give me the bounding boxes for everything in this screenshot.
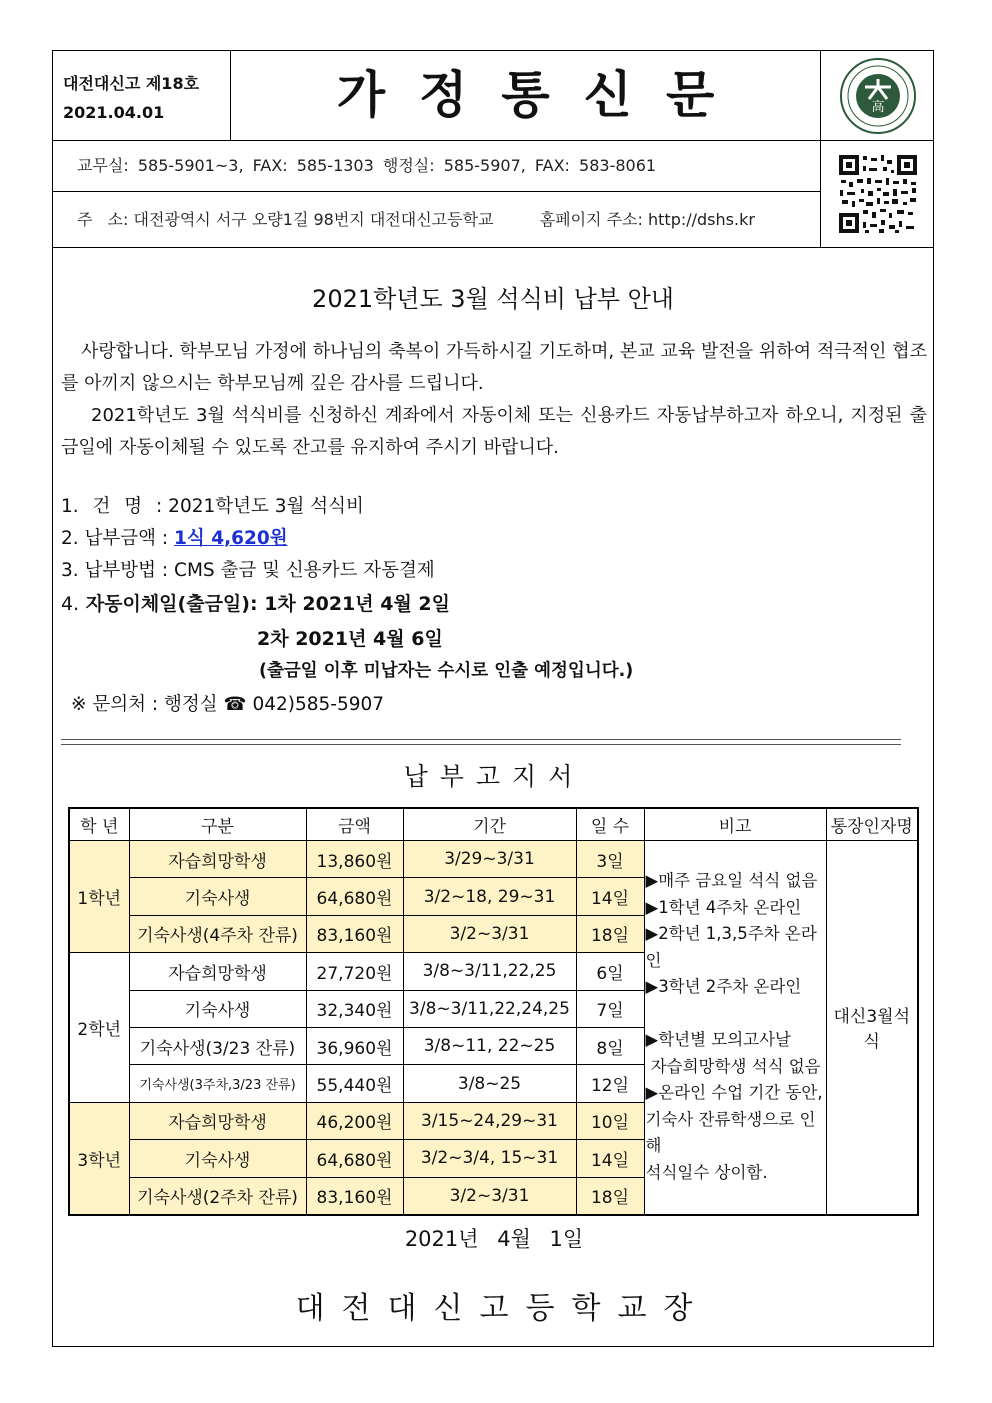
type-cell: 기숙사생 xyxy=(129,990,306,1027)
header-cell: 일 수 xyxy=(576,808,644,841)
item4-label: 자동이체일(출금일): xyxy=(85,593,258,615)
amount-cell: 55,440원 xyxy=(306,1065,403,1102)
memo-cell xyxy=(644,841,826,1215)
memo-line: 기숙사 잔류학생으로 인해 xyxy=(645,1109,816,1156)
item2-label: 2. 납부금액 : xyxy=(61,528,169,549)
school-emblem-icon xyxy=(821,51,935,140)
type-cell: 자습희망학생 xyxy=(129,953,306,990)
days-cell: 6일 xyxy=(576,953,644,990)
period-cell: 3/15~24,29~31 xyxy=(403,1102,576,1139)
type-cell: 자습희망학생 xyxy=(129,841,306,878)
item1-value: 2021학년도 3월 석식비 xyxy=(168,496,364,517)
item-amount-row xyxy=(61,524,288,550)
memo-line: ▶학년별 모의고사날 xyxy=(645,1030,791,1050)
memo-line xyxy=(646,1001,826,1028)
memo-line: ▶3학년 2주차 온라인 xyxy=(645,977,802,997)
memo-line: ▶1학년 4주차 온라인 xyxy=(645,897,802,917)
item-date-row xyxy=(61,589,450,616)
instruction-paragraph: 2021학년도 3월 석식비를 신청하신 계좌에서 자동이체 또는 신용카드 자동납부하고자 하오니, 지정된 출금일에 자동이체될 수 있도록 잔고를 유지하여 주시기 바랍니다. xyxy=(61,405,927,458)
type-cell: 기숙사생(3/23 잔류) xyxy=(129,1027,306,1064)
period-cell: 3/8~25 xyxy=(403,1065,576,1102)
type-cell: 자습희망학생 xyxy=(129,1102,306,1139)
header xyxy=(53,51,933,141)
grade-cell: 3학년 xyxy=(69,1102,129,1215)
header-divider xyxy=(53,247,933,248)
header-cell: 기간 xyxy=(403,808,576,841)
first-withdrawal-date: 1차 2021년 4월 2일 xyxy=(264,593,451,615)
notice-title: 2021학년도 3월 석식비 납부 안내 xyxy=(312,285,674,313)
amount-cell: 32,340원 xyxy=(306,990,403,1027)
memo-line: ▶매주 금요일 석식 없음 xyxy=(645,871,818,891)
header-cell: 구분 xyxy=(129,808,306,841)
days-cell: 8일 xyxy=(576,1027,644,1064)
period-cell: 3/2~3/31 xyxy=(403,915,576,952)
amount-cell: 64,680원 xyxy=(306,1140,403,1177)
withdrawal-note: (출금일 이후 미납자는 수시로 인출 예정입니다.) xyxy=(259,661,634,681)
item3-label: 3. 납부방법 : xyxy=(61,560,169,581)
item-name-row xyxy=(61,492,364,518)
issue-date: 2021.04.01 xyxy=(63,103,165,122)
issue-number: 대전대신고 제18호 xyxy=(63,74,200,93)
double-divider xyxy=(61,739,901,745)
period-cell: 3/2~18, 29~31 xyxy=(403,878,576,915)
homepage-link[interactable]: http://dshs.kr xyxy=(648,210,755,229)
amount-cell: 13,860원 xyxy=(306,841,403,878)
greeting-paragraph: 사랑합니다. 학부모님 가정에 하나님의 축복이 가득하시길 기도하며, 본교 교육 발전을 위하여 적극적인 협조를 아끼지 않으시는 학부모님께 깊은 감사를 드립니다. xyxy=(61,341,927,394)
bankbook-name-cell: 대신3월석식 xyxy=(826,841,918,1215)
grade-cell: 2학년 xyxy=(69,953,129,1103)
item3-value: CMS 출금 및 신용카드 자동결제 xyxy=(174,560,435,581)
period-cell: 3/29~3/31 xyxy=(403,841,576,878)
homepage-label: 홈페이지 주소: xyxy=(539,210,643,229)
payment-amount: 1식 4,620원 xyxy=(174,528,288,549)
item1-label: 1. 건 명 : xyxy=(61,496,163,517)
amount-cell: 27,720원 xyxy=(306,953,403,990)
days-cell: 3일 xyxy=(576,841,644,878)
amount-cell: 36,960원 xyxy=(306,1027,403,1064)
days-cell: 7일 xyxy=(576,990,644,1027)
amount-cell: 83,160원 xyxy=(306,1177,403,1215)
days-cell: 18일 xyxy=(576,915,644,952)
qr-code-icon[interactable] xyxy=(821,140,935,247)
header-cell: 금액 xyxy=(306,808,403,841)
notice-frame xyxy=(52,50,934,1347)
amount-cell: 46,200원 xyxy=(306,1102,403,1139)
days-cell: 14일 xyxy=(576,878,644,915)
header-cell: 비고 xyxy=(644,808,826,841)
amount-cell: 64,680원 xyxy=(306,878,403,915)
inquiry-row xyxy=(71,690,384,716)
page-title: 가정통신문 xyxy=(231,51,821,140)
days-cell: 12일 xyxy=(576,1065,644,1102)
period-cell: 3/8~11, 22~25 xyxy=(403,1027,576,1064)
type-cell: 기숙사생(2주차 잔류) xyxy=(129,1177,306,1215)
item4-num: 4. xyxy=(61,593,80,615)
emblem-char: 高 xyxy=(871,100,885,115)
contact-row xyxy=(53,140,821,192)
phone-icon: ☎ xyxy=(223,694,247,715)
contact-line: 교무실: 585-5901~3, FAX: 585-1303 행정실: 585-5907, FAX: 583-8061 xyxy=(77,156,657,175)
days-cell: 10일 xyxy=(576,1102,644,1139)
fee-table xyxy=(68,807,919,1216)
principal-signature: 대전대신고등학교장 xyxy=(295,1291,710,1326)
days-cell: 14일 xyxy=(576,1140,644,1177)
type-cell: 기숙사생 xyxy=(129,1140,306,1177)
memo-line: ▶온라인 수업 기간 동안, xyxy=(645,1083,823,1103)
billing-title: 납부고지서 xyxy=(403,762,585,791)
address-row xyxy=(53,192,821,247)
days-cell: 18일 xyxy=(576,1177,644,1215)
period-cell: 3/8~3/11,22,24,25 xyxy=(403,990,576,1027)
amount-cell: 83,160원 xyxy=(306,915,403,952)
memo-line: 자습희망학생 석식 없음 xyxy=(645,1056,821,1076)
grade-cell: 1학년 xyxy=(69,841,129,953)
table-row xyxy=(69,841,918,878)
period-cell: 3/2~3/31 xyxy=(403,1177,576,1215)
type-cell: 기숙사생(3주차,3/23 잔류) xyxy=(129,1065,306,1102)
memo-line: ▶2학년 1,3,5주차 온라인 xyxy=(645,924,817,970)
period-cell: 3/2~3/4, 15~31 xyxy=(403,1140,576,1177)
inquiry-phone: 042)585-5907 xyxy=(252,694,385,715)
address: 대전광역시 서구 오량1길 98번지 대전대신고등학교 xyxy=(133,210,494,229)
issue-date-footer: 2021년 4월 1일 xyxy=(404,1227,584,1251)
table-header-row xyxy=(69,808,918,841)
second-withdrawal-date: 2차 2021년 4월 6일 xyxy=(257,628,443,650)
type-cell: 기숙사생(4주차 잔류) xyxy=(129,915,306,952)
type-cell: 기숙사생 xyxy=(129,878,306,915)
address-label: 주 소: xyxy=(77,210,129,229)
memo-line: 석식일수 상이함. xyxy=(645,1162,768,1182)
inquiry-label: ※ 문의처 : 행정실 xyxy=(71,694,218,715)
header-cell: 통장인자명 xyxy=(826,808,918,841)
issue-box xyxy=(53,51,231,140)
item-method-row xyxy=(61,556,435,582)
period-cell: 3/8~3/11,22,25 xyxy=(403,953,576,990)
header-cell: 학 년 xyxy=(69,808,129,841)
